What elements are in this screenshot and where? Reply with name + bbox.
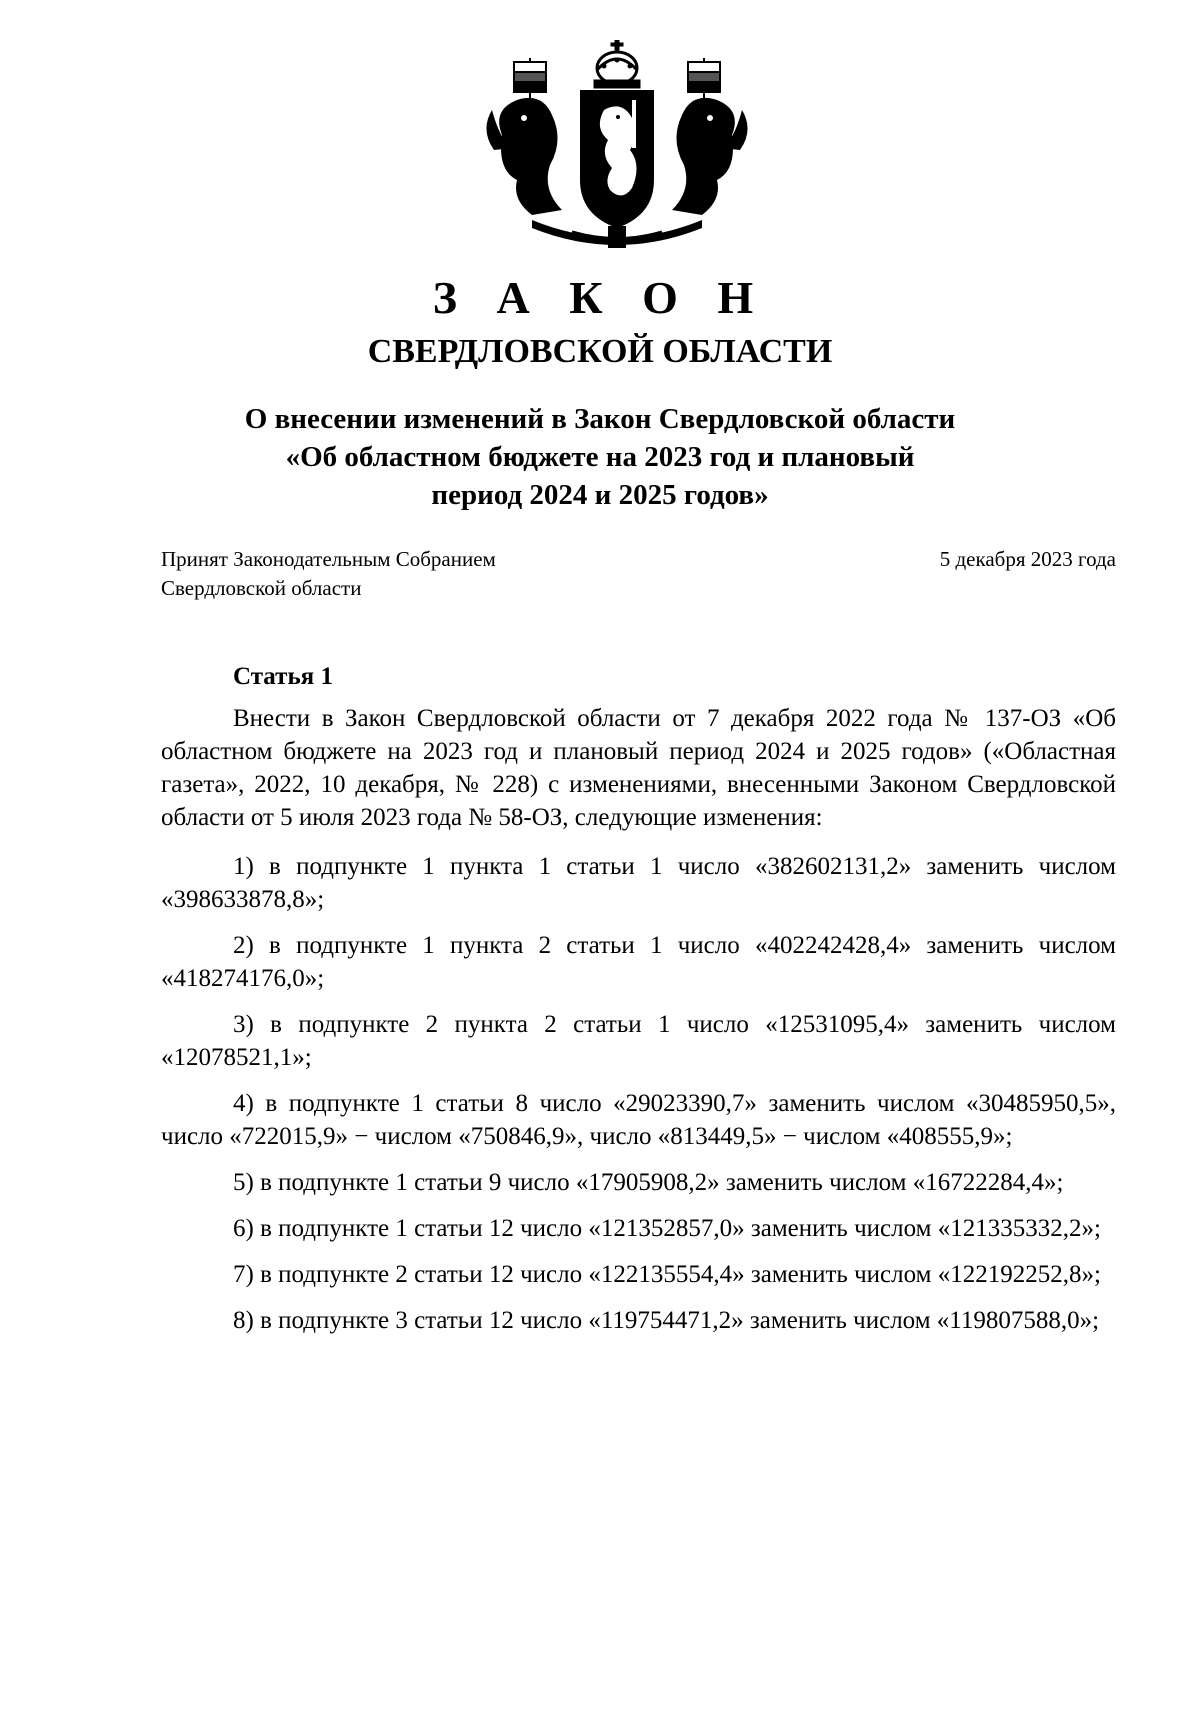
coat-of-arms-icon [472, 40, 762, 250]
amendment-item: 6) в подпункте 1 статьи 12 число «121352857,0» заменить числом «121335332,2»; [233, 1215, 1101, 1242]
amendment-item: 2) в подпункте 1 пункта 2 статьи 1 число «402242428,4» заменить числом «418274176,0»; [161, 932, 1116, 992]
amendment-item: 3) в подпункте 2 пункта 2 статьи 1 число «12531095,4» заменить числом «12078521,1»; [161, 1011, 1116, 1071]
law-title [150, 400, 1050, 514]
adopted-by-line: Свердловской области [161, 576, 362, 600]
adoption-date: 5 декабря 2023 года [939, 547, 1116, 571]
amendment-item: 8) в подпункте 3 статьи 12 число «119754471,2» заменить числом «119807588,0»; [233, 1307, 1100, 1334]
law-title-line: О внесении изменений в Закон Свердловской области [244, 403, 956, 435]
law-title-line: период 2024 и 2025 годов» [431, 479, 769, 511]
amendment-item: 4) в подпункте 1 статьи 8 число «29023390,7» заменить числом «30485950,5», число «722015,9» − числом «750846,9», число «813449,5» − числом «408555,9»; [161, 1090, 1116, 1150]
article-intro: Внести в Закон Свердловской области от 7 декабря 2022 года № 137-ОЗ «Об областном бюджете на 2023 год и плановый период 2024 и 2025 годов» («Областная газета», 2022, 10 декабря, № 228) с изменениями, внесенными Законом Свердловской области от 5 июля 2023 года № 58-ОЗ, следующие изменения: [161, 705, 1116, 831]
adopted-by [161, 545, 496, 603]
law-title-line: «Об областном бюджете на 2023 год и плановый [285, 441, 915, 473]
article-body [161, 702, 1116, 1350]
adopted-by-line: Принят Законодательным Собранием [161, 547, 496, 571]
amendment-item: 7) в подпункте 2 статьи 12 число «122135554,4» заменить числом «122192252,8»; [233, 1261, 1101, 1288]
region-heading: СВЕРДЛОВСКОЙ ОБЛАСТИ [367, 333, 833, 370]
amendment-item: 5) в подпункте 1 статьи 9 число «17905908,2» заменить числом «16722284,4»; [233, 1169, 1064, 1196]
article-heading: Статья 1 [233, 663, 333, 690]
document-type-heading: З А К О Н [432, 272, 768, 323]
amendment-item: 1) в подпункте 1 пункта 1 статьи 1 число «382602131,2» заменить числом «398633878,8»; [161, 853, 1116, 913]
